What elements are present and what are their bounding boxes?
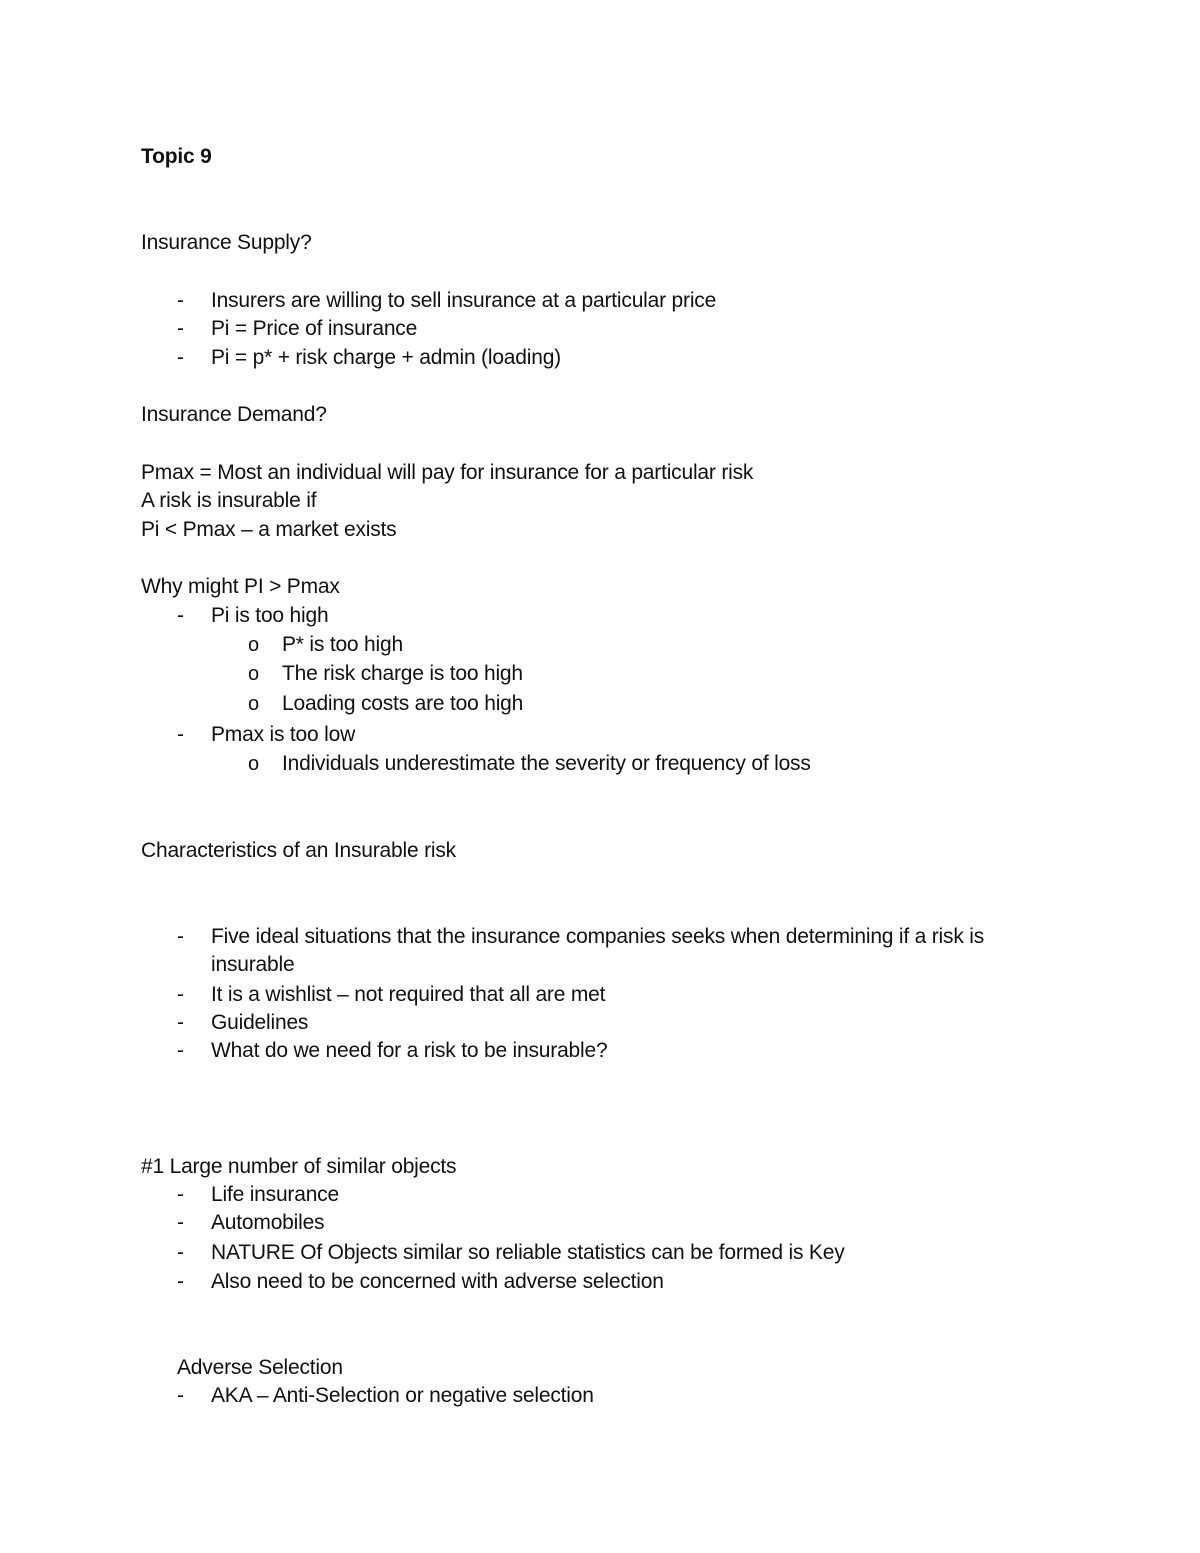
- large-number-heading: #1 Large number of similar objects: [141, 1155, 457, 1178]
- dash-marker: -: [177, 289, 184, 312]
- characteristics-bullet: What do we need for a risk to be insurable?: [211, 1039, 608, 1062]
- demand-heading: Insurance Demand?: [141, 403, 327, 426]
- demand-line: A risk is insurable if: [141, 489, 317, 512]
- large-number-bullet: Life insurance: [211, 1183, 339, 1206]
- characteristics-bullet: It is a wishlist – not required that all are met: [211, 983, 606, 1006]
- dash-marker: -: [177, 1039, 184, 1062]
- supply-bullet: Pi = p* + risk charge + admin (loading): [211, 346, 561, 369]
- supply-heading: Insurance Supply?: [141, 231, 312, 254]
- large-number-bullet: Also need to be concerned with adverse selection: [211, 1270, 664, 1293]
- characteristics-bullet: Five ideal situations that the insurance companies seeks when determining if a risk is: [211, 925, 985, 948]
- dash-marker: -: [177, 317, 184, 340]
- adverse-bullet: AKA – Anti-Selection or negative selection: [211, 1384, 594, 1407]
- characteristics-bullet: Guidelines: [211, 1011, 309, 1034]
- dash-marker: -: [177, 983, 184, 1006]
- page-title: Topic 9: [141, 145, 212, 168]
- dash-marker: -: [177, 604, 184, 627]
- dash-marker: -: [177, 723, 184, 746]
- dash-marker: -: [177, 1183, 184, 1206]
- large-number-bullet: NATURE Of Objects similar so reliable statistics can be formed is Key: [211, 1241, 845, 1264]
- why-sub-bullet: P* is too high: [282, 633, 403, 656]
- circle-marker: o: [248, 634, 260, 656]
- supply-bullet: Pi = Price of insurance: [211, 317, 418, 340]
- dash-marker: -: [177, 1211, 184, 1234]
- supply-bullet: Insurers are willing to sell insurance at a particular price: [211, 289, 717, 312]
- dash-marker: -: [177, 346, 184, 369]
- why-bullet: Pmax is too low: [211, 723, 356, 746]
- circle-marker: o: [248, 753, 260, 775]
- demand-line: Pmax = Most an individual will pay for insurance for a particular risk: [141, 461, 754, 484]
- dash-marker: -: [177, 1241, 184, 1264]
- demand-line: Pi < Pmax – a market exists: [141, 518, 397, 541]
- why-sub-bullet: Loading costs are too high: [282, 692, 524, 715]
- characteristics-heading: Characteristics of an Insurable risk: [141, 839, 456, 862]
- circle-marker: o: [248, 663, 260, 685]
- characteristics-bullet-continuation: insurable: [211, 953, 295, 976]
- dash-marker: -: [177, 1011, 184, 1034]
- dash-marker: -: [177, 1384, 184, 1407]
- why-bullet: Pi is too high: [211, 604, 329, 627]
- why-sub-bullet: The risk charge is too high: [282, 662, 523, 685]
- why-heading: Why might PI > Pmax: [141, 575, 340, 598]
- large-number-bullet: Automobiles: [211, 1211, 325, 1234]
- adverse-heading: Adverse Selection: [177, 1356, 343, 1379]
- why-sub-bullet: Individuals underestimate the severity or frequency of loss: [282, 752, 811, 775]
- dash-marker: -: [177, 1270, 184, 1293]
- dash-marker: -: [177, 925, 184, 948]
- circle-marker: o: [248, 693, 260, 715]
